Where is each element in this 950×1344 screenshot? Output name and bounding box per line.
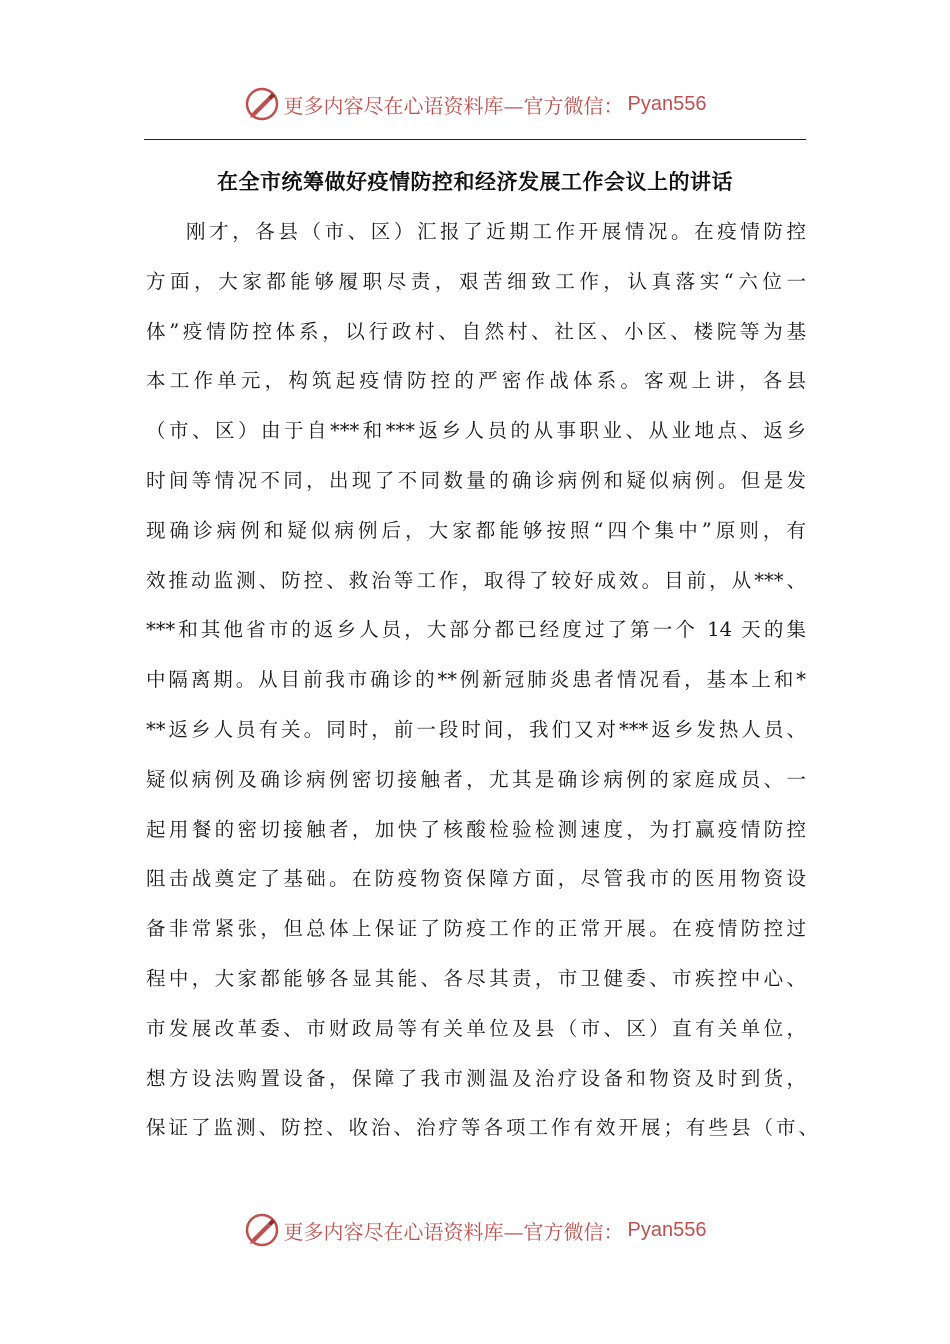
pen-logo-icon bbox=[244, 1212, 280, 1248]
pen-logo-icon bbox=[244, 86, 280, 122]
banner-wechat-id: Pyan556 bbox=[627, 92, 707, 115]
banner-wechat-id: Pyan556 bbox=[627, 1218, 707, 1241]
body-line: 起用餐的密切接触者，加快了核酸检验检测速度，为打赢疫情防控 bbox=[146, 817, 806, 841]
banner-text: 更多内容尽在心语资料库—官方微信： bbox=[283, 1219, 624, 1244]
body-line: 刚才，各县（市、区）汇报了近期工作开展情况。在疫情防控 bbox=[186, 220, 806, 243]
header-banner bbox=[0, 84, 950, 124]
body-line: 本工作单元，构筑起疫情防控的严密作战体系。客观上讲，各县 bbox=[146, 369, 806, 393]
body-line: 疑似病例及确诊病例密切接触者，尤其是确诊病例的家庭成员、一 bbox=[146, 767, 806, 791]
body-line: 想方设法购置设备，保障了我市测温及治疗设备和物资及时到货， bbox=[146, 1066, 806, 1090]
body-line: 中隔离期。从目前我市确诊的**例新冠肺炎患者情况看，基本上和* bbox=[146, 668, 806, 692]
body-line: 现确诊病例和疑似病例后，大家都能够按照“四个集中”原则，有 bbox=[146, 518, 806, 542]
body-line: （市、区）由于自***和***返乡人员的从事职业、从业地点、返乡 bbox=[146, 419, 806, 443]
body-line: ***和其他省市的返乡人员，大部分都已经度过了第一个 14 天的集 bbox=[146, 618, 806, 642]
body-line: 市发展改革委、市财政局等有关单位及县（市、区）直有关单位， bbox=[146, 1016, 806, 1040]
footer-banner bbox=[0, 1210, 950, 1250]
body-line: 程中，大家都能够各显其能、各尽其责，市卫健委、市疾控中心、 bbox=[146, 966, 806, 990]
body-line: 体”疫情防控体系，以行政村、自然村、社区、小区、楼院等为基 bbox=[146, 319, 806, 343]
body-line: 阻击战奠定了基础。在防疫物资保障方面，尽管我市的医用物资设 bbox=[146, 867, 806, 891]
document-title: 在全市统筹做好疫情防控和经济发展工作会议上的讲话 bbox=[217, 170, 733, 194]
body-line: **返乡人员有关。同时，前一段时间，我们又对***返乡发热人员、 bbox=[146, 717, 806, 741]
body-line: 备非常紧张，但总体上保证了防疫工作的正常开展。在疫情防控过 bbox=[146, 917, 806, 941]
body-line: 保证了监测、防控、收治、治疗等各项工作有效开展；有些县（市、 bbox=[146, 1116, 818, 1140]
body-line: 方面，大家都能够履职尽责，艰苦细致工作，认真落实“六位一 bbox=[146, 269, 806, 293]
body-line: 时间等情况不同，出现了不同数量的确诊病例和疑似病例。但是发 bbox=[146, 468, 806, 492]
document-body bbox=[146, 214, 818, 1160]
banner-text: 更多内容尽在心语资料库—官方微信： bbox=[283, 93, 624, 118]
body-line: 效推动监测、防控、救治等工作，取得了较好成效。目前，从***、 bbox=[146, 568, 806, 592]
header-divider bbox=[144, 139, 806, 140]
